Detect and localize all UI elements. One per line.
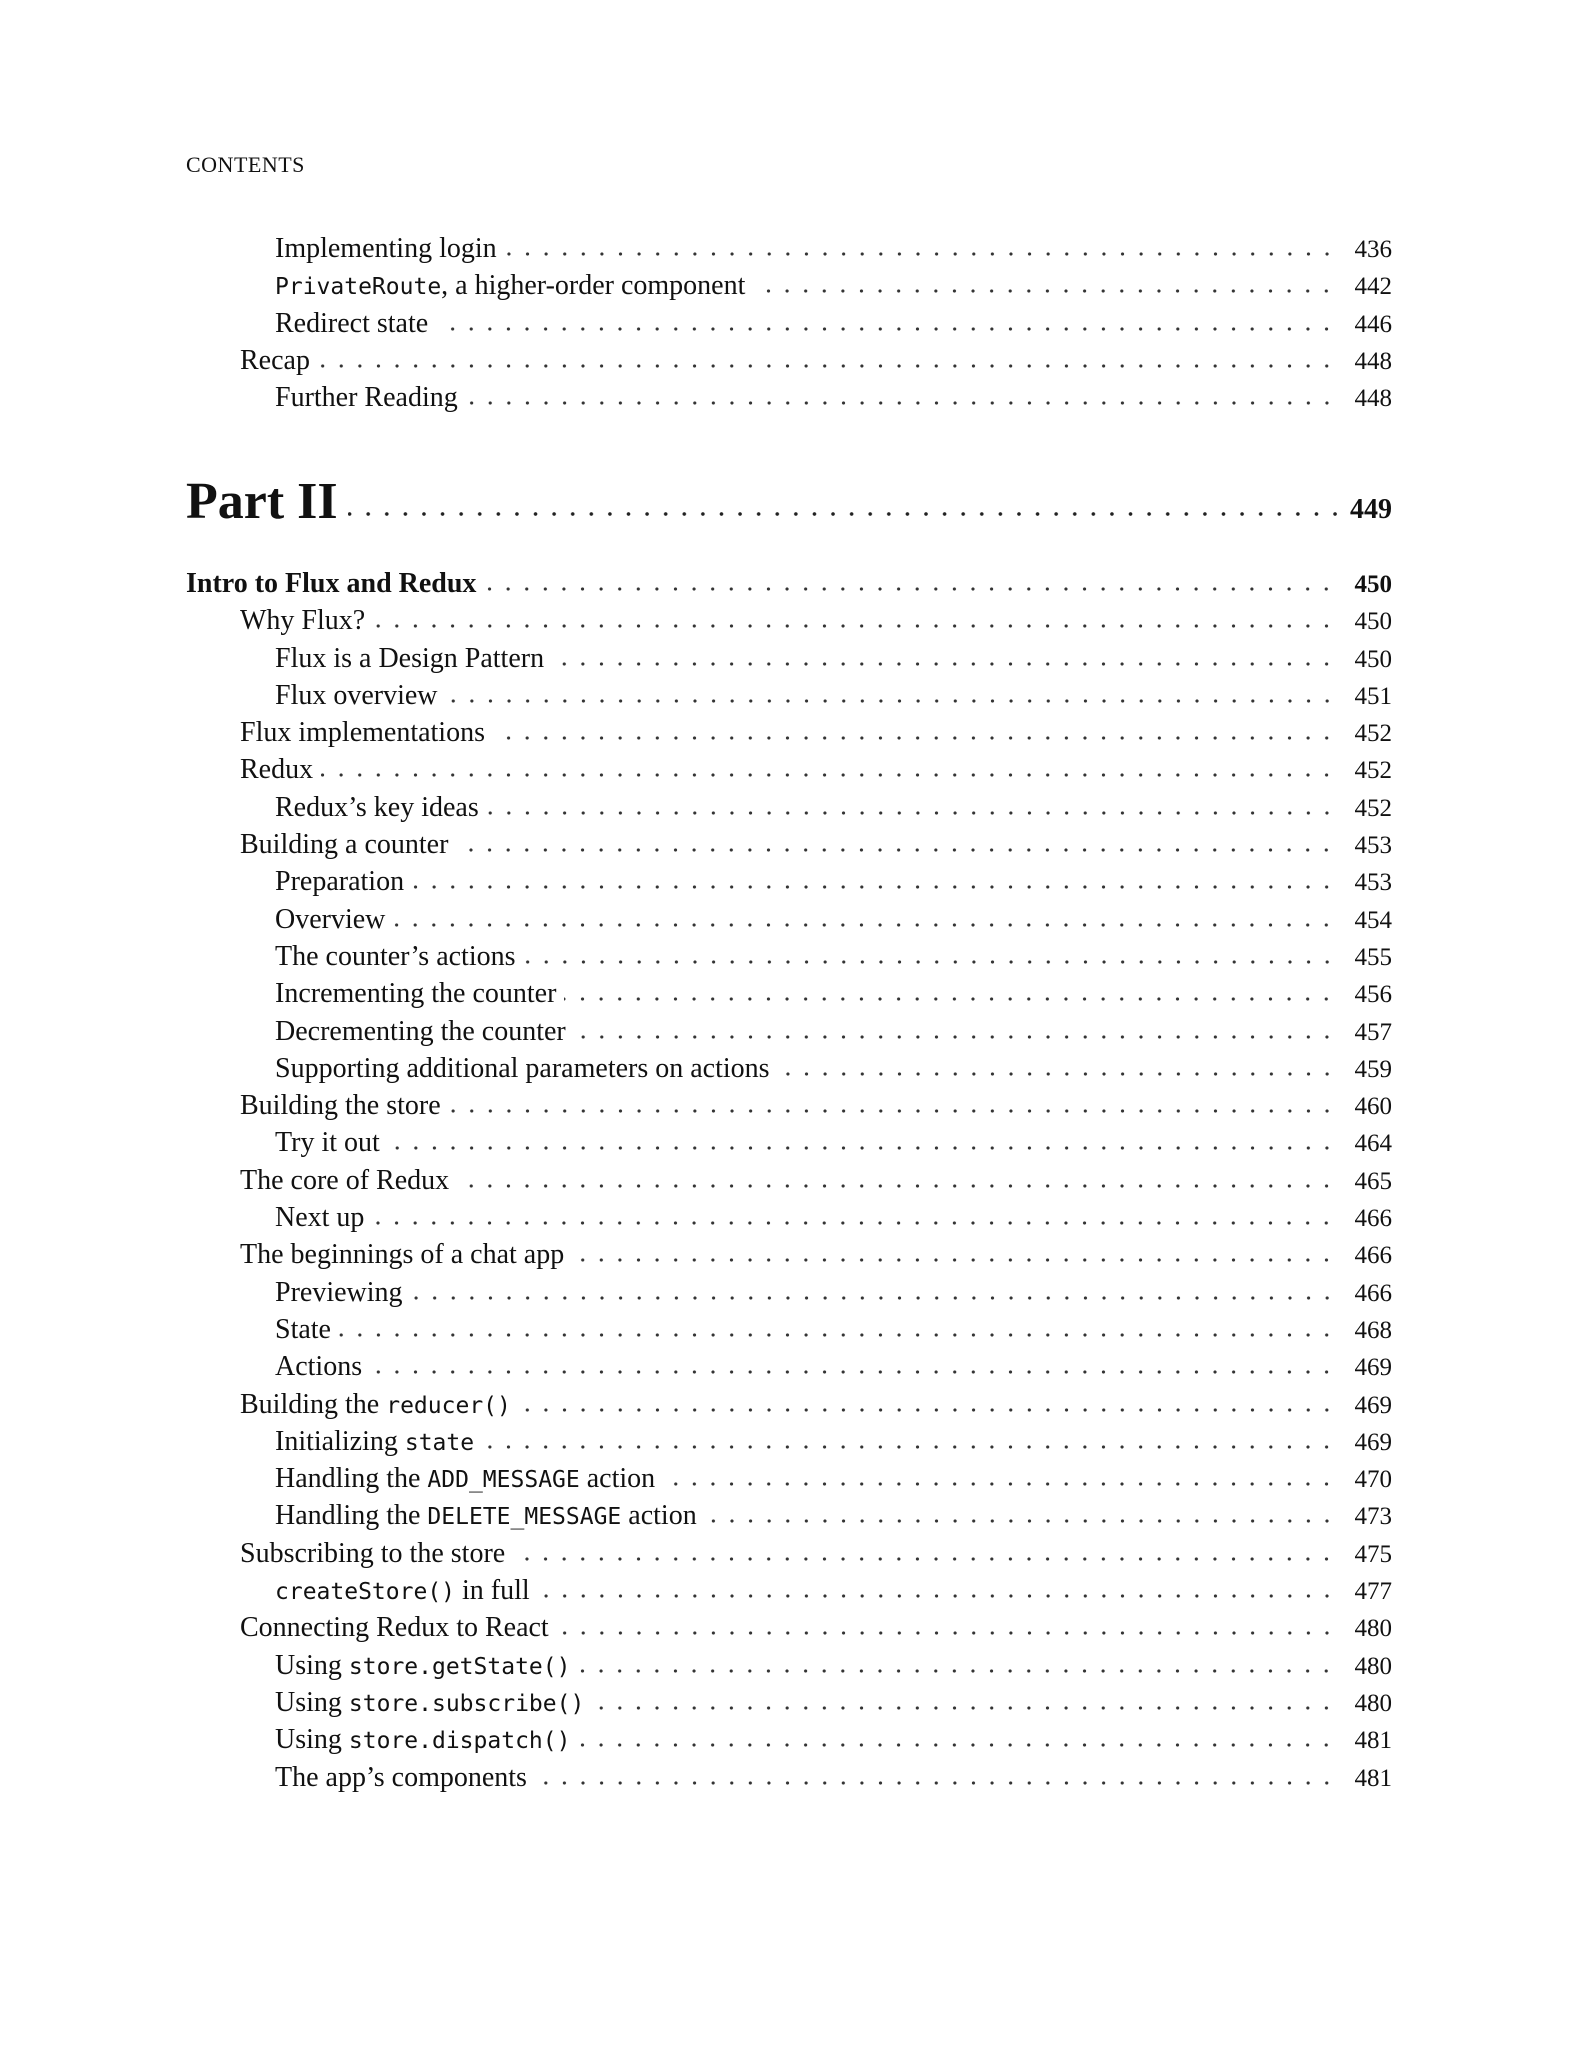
toc-entry[interactable] [186,1090,1392,1127]
toc-entry-page-number: 452 [1354,757,1392,785]
toc-entry-title [240,605,373,637]
toc-entry-page-number: 450 [1354,608,1392,636]
toc-entry-title [240,1389,519,1421]
dot-leader [370,1369,1336,1375]
dot-leader [513,1556,1336,1562]
title-fragment: Supporting additional parameters on actions [275,1052,770,1084]
dot-leader [572,1257,1336,1263]
toc-entry-title [275,680,446,712]
dot-leader [411,1295,1336,1301]
toc-entry-page-number: 455 [1354,943,1392,971]
dot-leader [578,1742,1336,1748]
dot-leader [578,1668,1336,1674]
title-fragment: Decrementing the counter [275,1015,566,1047]
dot-leader [778,1071,1336,1077]
dot-leader [524,959,1336,965]
toc-entry-page-number: 480 [1354,1615,1392,1643]
toc-entry-title [275,1314,339,1346]
dot-leader [372,1220,1336,1226]
toc-entry-title [275,1687,592,1719]
title-fragment: Intro to Flux and Redux [186,568,477,599]
toc-entry[interactable] [186,941,1392,978]
dot-leader [705,1518,1336,1524]
toc-entry-title [275,1053,778,1085]
title-fragment: Implementing login [275,233,497,264]
toc-entry-title [275,1724,578,1756]
toc-entry[interactable] [186,568,1392,605]
toc-entry[interactable] [186,345,1392,382]
toc-entry-page-number: 480 [1354,1652,1392,1680]
toc-entry-page-number: 466 [1354,1205,1392,1233]
dot-leader [348,510,1344,518]
title-fragment: Overview [275,903,386,935]
toc-entry[interactable] [186,829,1392,866]
toc-entry-title [240,754,321,786]
title-fragment: in full [455,1575,530,1607]
toc-entry[interactable] [186,754,1392,791]
toc-entry-page-number: 457 [1354,1018,1392,1046]
toc-entry-title [275,382,466,414]
title-fragment: Initializing [275,1425,405,1457]
toc-entry-page-number: 481 [1354,1727,1392,1755]
title-fragment: Actions [275,1351,363,1383]
title-fragment: The beginnings of a chat app [240,1239,565,1271]
toc-entry-title [186,568,484,600]
toc-entry-title [275,270,753,302]
toc-entry[interactable] [186,270,1392,307]
code-fragment: DELETE_MESSAGE [427,1504,622,1531]
dot-leader [482,1444,1336,1450]
toc-entry[interactable] [186,1277,1392,1314]
title-fragment: Building the [240,1388,387,1420]
dot-leader [318,363,1336,369]
toc-entry[interactable] [186,1650,1392,1687]
toc-entry-title [240,1090,449,1122]
code-fragment: store.getState() [348,1653,571,1680]
toc-entry-title [240,1612,557,1644]
title-fragment: Handling the [275,1463,428,1495]
toc-entry-page-number: 466 [1354,1279,1392,1307]
title-fragment: Using [275,1649,349,1681]
toc-entry-title [240,829,456,861]
toc-entry[interactable] [186,1389,1392,1426]
toc-entry-title [240,1165,457,1197]
toc-entry-page-number: 481 [1354,1764,1392,1792]
toc-entry-page-number: 473 [1354,1503,1392,1531]
toc-entry-title [275,1127,388,1159]
title-fragment: Handling the [275,1500,428,1532]
code-fragment: ADD_MESSAGE [427,1467,580,1494]
dot-leader [574,1034,1336,1040]
toc-entry[interactable] [186,1314,1392,1351]
dot-leader [557,1630,1336,1636]
toc-entry-title [275,1762,535,1794]
part-title: Part II [186,473,338,530]
dot-leader [373,623,1336,629]
toc-entry[interactable] [186,1724,1392,1761]
part-heading[interactable] [186,472,1392,531]
dot-leader [466,400,1336,406]
toc-entry-page-number: 465 [1354,1167,1392,1195]
dot-leader [388,1145,1336,1151]
toc-entry[interactable] [186,866,1392,903]
toc-block-part-i-tail [186,233,1392,419]
dot-leader [457,1183,1336,1189]
dot-leader [519,1407,1336,1413]
dot-leader [339,1332,1336,1338]
dot-leader [393,922,1336,928]
title-fragment: Subscribing to the store [240,1537,506,1569]
toc-entry[interactable] [186,1202,1392,1239]
toc-entry-title [275,1202,372,1234]
toc-entry[interactable] [186,792,1392,829]
toc-entry[interactable] [186,1762,1392,1799]
dot-leader [487,810,1336,816]
title-fragment: Flux overview [275,679,438,711]
title-fragment: Try it out [275,1127,380,1159]
toc-entry-title [240,1538,513,1570]
dot-leader [412,884,1336,890]
title-fragment: Redux’s key ideas [275,791,479,823]
toc-entry-title [275,1426,482,1458]
toc-entry[interactable] [186,1500,1392,1537]
toc-entry[interactable] [186,1575,1392,1612]
toc-block-part-ii [186,568,1392,1799]
toc-entry[interactable] [186,1053,1392,1090]
toc-entry-title [275,1463,663,1495]
toc-entry-page-number: 452 [1354,794,1392,822]
toc-entry-page-number: 469 [1354,1354,1392,1382]
toc-entry-page-number: 466 [1354,1242,1392,1270]
toc-entry-page-number: 480 [1354,1689,1392,1717]
toc-entry-title [275,792,487,824]
toc-entry-title [275,1351,370,1383]
toc-entry-title [275,233,505,265]
toc-entry-title [275,1500,705,1532]
dot-leader [535,1780,1336,1786]
code-fragment: store.subscribe() [348,1690,585,1717]
toc-entry-page-number: 454 [1354,906,1392,934]
toc-entry-title [275,1016,574,1048]
toc-entry-title [275,978,564,1010]
title-fragment: The app’s components [275,1761,527,1793]
title-fragment: Further Reading [275,382,458,414]
dot-leader [456,847,1336,853]
dot-leader [446,698,1336,704]
title-fragment: Recap [240,344,310,376]
dot-leader [592,1705,1336,1711]
toc-entry-page-number: 442 [1354,273,1392,301]
toc-entry[interactable] [186,1239,1392,1276]
toc-entry[interactable] [186,1426,1392,1463]
toc-entry[interactable] [186,643,1392,680]
title-fragment: Building the store [240,1090,441,1122]
toc-entry-page-number: 436 [1354,236,1392,263]
title-fragment: Using [275,1724,349,1756]
dot-leader [321,772,1336,778]
toc-entry-page-number: 450 [1354,571,1392,598]
toc-entry-page-number: 460 [1354,1093,1392,1121]
toc-entry-title [275,1575,538,1607]
toc-entry[interactable] [186,1351,1392,1388]
title-fragment: Incrementing the counter [275,978,557,1010]
toc-entry[interactable] [186,1165,1392,1202]
toc-entry-page-number: 477 [1354,1578,1392,1606]
title-fragment: Flux implementations [240,717,485,749]
dot-leader [493,735,1336,741]
toc-entry[interactable] [186,1127,1392,1164]
dot-leader [552,661,1336,667]
dot-leader [564,996,1336,1002]
code-fragment: reducer() [386,1392,511,1419]
title-fragment: Redirect state [275,307,429,339]
code-fragment: createStore() [275,1579,456,1606]
toc-entry-page-number: 450 [1354,645,1392,673]
toc-entry-title [240,717,493,749]
toc-entry-title [275,308,436,340]
toc-entry-title [275,904,393,936]
toc-entry-title [275,1277,411,1309]
toc-entry[interactable] [186,1687,1392,1724]
title-fragment: Previewing [275,1276,403,1308]
dot-leader [753,288,1336,294]
title-fragment: action [579,1463,656,1495]
toc-entry-page-number: 448 [1354,385,1392,413]
toc-entry[interactable] [186,605,1392,642]
title-fragment: The core of Redux [240,1164,450,1196]
title-fragment: Using [275,1686,349,1718]
toc-entry-title [275,866,412,898]
toc-entry-page-number: 469 [1354,1391,1392,1419]
dot-leader [663,1481,1336,1487]
toc-entry[interactable] [186,904,1392,941]
toc-entry-page-number: 452 [1354,720,1392,748]
toc-entry-page-number: 451 [1354,682,1392,710]
dot-leader [449,1108,1336,1114]
toc-entry-title [275,643,552,675]
toc-entry-title [240,345,318,377]
toc-entry-page-number: 453 [1354,832,1392,860]
dot-leader [505,251,1336,257]
title-fragment: State [275,1313,331,1345]
toc-entry-title [275,1650,578,1682]
dot-leader [436,326,1336,332]
code-fragment: store.dispatch() [348,1728,571,1755]
toc-entry-page-number: 468 [1354,1316,1392,1344]
toc-entry-page-number: 459 [1354,1055,1392,1083]
code-fragment: PrivateRoute [275,274,442,301]
toc-entry-page-number: 464 [1354,1130,1392,1158]
title-fragment: , a higher-order component [441,270,746,302]
toc-entry-page-number: 475 [1354,1540,1392,1568]
toc-entry[interactable] [186,717,1392,754]
running-head: CONTENTS [186,152,305,177]
toc-entry[interactable] [186,1463,1392,1500]
toc-entry-title [275,941,524,973]
toc-entry[interactable] [186,1538,1392,1575]
toc-entry-page-number: 456 [1354,981,1392,1009]
toc-entry[interactable] [186,233,1392,270]
toc-entry-page-number: 446 [1354,310,1392,338]
toc-entry-page-number: 448 [1354,347,1392,375]
toc-entry-title [240,1239,572,1271]
toc-entry-page-number: 470 [1354,1466,1392,1494]
part-page-number: 449 [1350,494,1392,525]
toc-entry[interactable] [186,1016,1392,1053]
title-fragment: action [621,1500,697,1532]
title-fragment: Connecting Redux to React [240,1612,549,1644]
toc-entry[interactable] [186,1612,1392,1649]
title-fragment: Building a counter [240,829,449,861]
dot-leader [538,1593,1336,1599]
title-fragment: The counter’s actions [275,940,516,972]
title-fragment: Redux [240,754,314,786]
title-fragment: Flux is a Design Pattern [275,642,545,674]
toc-entry[interactable] [186,308,1392,345]
toc-entry-page-number: 469 [1354,1428,1392,1456]
dot-leader [484,586,1336,592]
toc-entry-page-number: 453 [1354,869,1392,897]
title-fragment: Next up [275,1202,365,1234]
code-fragment: state [404,1429,475,1456]
toc-entry[interactable] [186,680,1392,717]
title-fragment: Why Flux? [240,605,366,637]
toc-entry[interactable] [186,978,1392,1015]
title-fragment: Preparation [275,866,405,898]
toc-entry[interactable] [186,382,1392,419]
